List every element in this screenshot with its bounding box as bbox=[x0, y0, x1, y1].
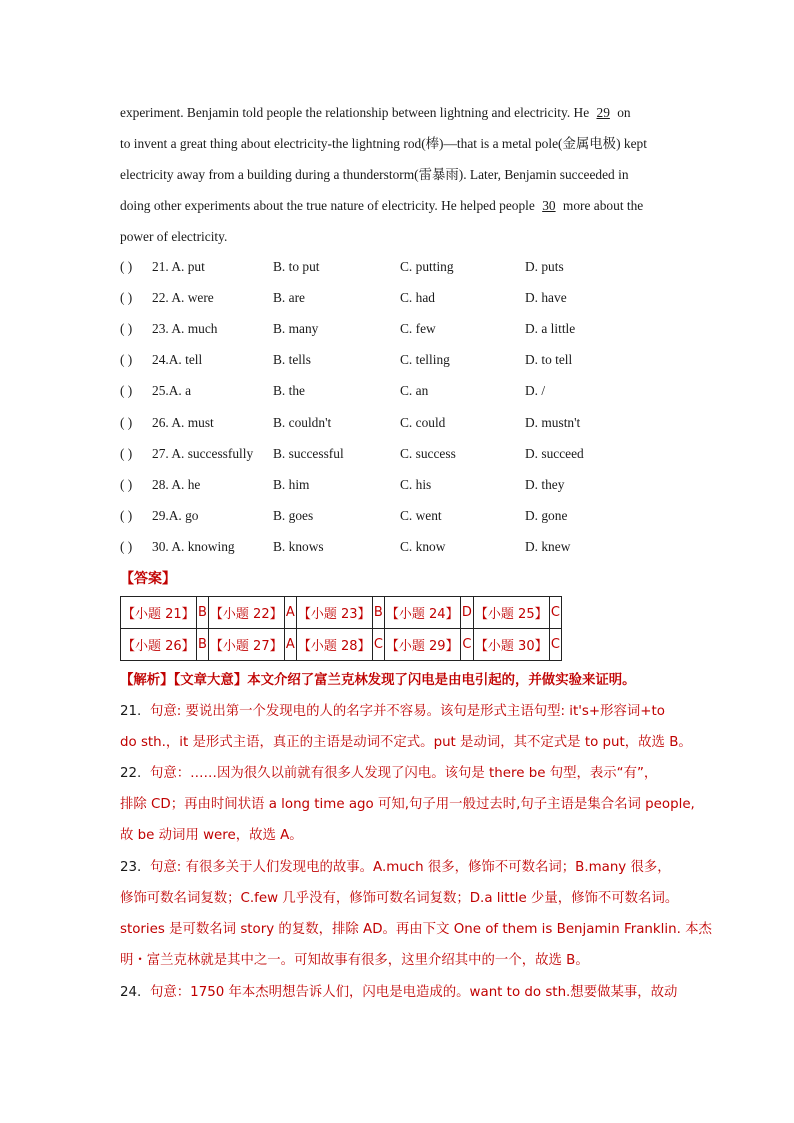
option-b: B. him bbox=[273, 477, 310, 492]
answer-cell-label: 【小题 30】 bbox=[473, 629, 549, 661]
answer-heading: 【答案】 bbox=[120, 571, 176, 587]
analysis-line: stories 是可数名词 story 的复数，排除 AD。再由下文 One of them is Benjamin Franklin. 本杰 bbox=[120, 922, 712, 937]
answer-paren: ( ) bbox=[120, 290, 133, 305]
option-c: C. went bbox=[400, 508, 442, 523]
answer-paren: ( ) bbox=[120, 477, 133, 492]
analysis-item-22 bbox=[120, 762, 685, 786]
option-d: D. puts bbox=[525, 259, 564, 274]
option-c: C. putting bbox=[400, 259, 454, 274]
analysis-header bbox=[120, 669, 685, 693]
answer-cell-label: 【小题 25】 bbox=[473, 597, 549, 629]
option-c: C. few bbox=[400, 321, 436, 336]
analysis-text: 句意: 有很多关于人们发现电的故事。A.much 很多，修饰不可数名词；B.many 很多， bbox=[150, 860, 671, 875]
answer-paren: ( ) bbox=[120, 259, 133, 274]
blank-30: 30 bbox=[542, 198, 556, 213]
passage-line bbox=[120, 97, 678, 128]
answer-paren: ( ) bbox=[120, 383, 133, 398]
option-a: 27. A. successfully bbox=[152, 446, 254, 461]
analysis-line: 修饰可数名词复数；C.few 几乎没有，修饰可数名词复数；D.a little 少量，修饰不可数名词。 bbox=[120, 891, 679, 906]
analysis-header-text: 【解析】【文章大意】本文介绍了富兰克林发现了闪电是由电引起的，并做实验来证明。 bbox=[120, 673, 636, 688]
analysis-item-23 bbox=[120, 856, 685, 880]
answer-table bbox=[120, 596, 562, 661]
answer-cell-label: 【小题 26】 bbox=[121, 629, 197, 661]
option-d: D. gone bbox=[525, 508, 568, 523]
option-a: 29.A. go bbox=[152, 508, 199, 523]
blank-29: 29 bbox=[596, 105, 610, 120]
option-c: C. could bbox=[400, 415, 446, 430]
passage-text: more about the bbox=[559, 198, 644, 213]
option-a: 22. A. were bbox=[152, 290, 214, 305]
answer-cell-value: B bbox=[197, 629, 209, 661]
option-d: D. succeed bbox=[525, 446, 584, 461]
passage-line: electricity away from a building during a thunderstorm(雷暴雨). Later, Benjamin succeeded in bbox=[120, 167, 629, 182]
analysis-item-24 bbox=[120, 981, 685, 1005]
analysis-line: do sth.，it 是形式主语，真正的主语是动词不定式。put 是动词，其不定式是 to put，故选 B。 bbox=[120, 735, 692, 750]
option-b: B. are bbox=[273, 290, 305, 305]
option-a: 25.A. a bbox=[152, 383, 192, 398]
analysis-item-21 bbox=[120, 700, 685, 724]
passage-line: power of electricity. bbox=[120, 229, 228, 244]
answer-cell-value: B bbox=[197, 597, 209, 629]
answer-cell-label: 【小题 21】 bbox=[121, 597, 197, 629]
answer-paren: ( ) bbox=[120, 508, 133, 523]
answer-cell-value: C bbox=[372, 629, 384, 661]
option-b: B. to put bbox=[273, 259, 320, 274]
answer-cell-label: 【小题 23】 bbox=[296, 597, 372, 629]
answer-cell-value: C bbox=[460, 629, 473, 661]
answer-cell-label: 【小题 27】 bbox=[208, 629, 284, 661]
option-d: D. knew bbox=[525, 539, 571, 554]
option-d: D. a little bbox=[525, 321, 576, 336]
item-number: 22. bbox=[120, 766, 142, 781]
option-b: B. successful bbox=[273, 446, 344, 461]
answer-cell-label: 【小题 24】 bbox=[384, 597, 460, 629]
option-b: B. goes bbox=[273, 508, 314, 523]
answer-table-row bbox=[121, 629, 562, 661]
option-c: C. his bbox=[400, 477, 432, 492]
answer-table-row bbox=[121, 597, 562, 629]
answer-paren: ( ) bbox=[120, 539, 133, 554]
answer-paren: ( ) bbox=[120, 446, 133, 461]
option-b: B. knows bbox=[273, 539, 324, 554]
item-number: 24. bbox=[120, 985, 142, 1000]
option-b: B. many bbox=[273, 321, 319, 336]
answer-cell-value: C bbox=[549, 597, 561, 629]
option-a: 23. A. much bbox=[152, 321, 218, 336]
option-b: B. couldn't bbox=[273, 415, 332, 430]
answer-cell-value: A bbox=[284, 629, 296, 661]
analysis-text: 句意：……因为很久以前就有很多人发现了闪电。该句是 there be 句型，表示“有”， bbox=[150, 766, 658, 781]
option-c: C. an bbox=[400, 383, 429, 398]
answer-cell-label: 【小题 28】 bbox=[296, 629, 372, 661]
option-c: C. telling bbox=[400, 352, 450, 367]
option-b: B. tells bbox=[273, 352, 311, 367]
item-number: 21. bbox=[120, 704, 142, 719]
answer-paren: ( ) bbox=[120, 352, 133, 367]
option-a: 26. A. must bbox=[152, 415, 214, 430]
option-c: C. had bbox=[400, 290, 435, 305]
option-c: C. success bbox=[400, 446, 456, 461]
option-a: 30. A. knowing bbox=[152, 539, 235, 554]
analysis-line: 排除 CD；再由时间状语 a long time ago 可知,句子用一般过去时,句子主语是集合名词 people, bbox=[120, 797, 695, 812]
passage-text: experiment. Benjamin told people the relationship between lightning and electricity. He bbox=[120, 105, 593, 120]
answer-cell-value: A bbox=[284, 597, 296, 629]
passage-line: to invent a great thing about electricity-the lightning rod(棒)—that is a metal pole(金属电极) kept bbox=[120, 136, 647, 151]
option-c: C. know bbox=[400, 539, 446, 554]
option-a: 28. A. he bbox=[152, 477, 201, 492]
answer-paren: ( ) bbox=[120, 415, 133, 430]
answer-cell-value: B bbox=[372, 597, 384, 629]
option-d: D. have bbox=[525, 290, 567, 305]
option-a: 24.A. tell bbox=[152, 352, 203, 367]
option-d: D. / bbox=[525, 383, 546, 398]
option-d: D. mustn't bbox=[525, 415, 581, 430]
analysis-line: 故 be 动词用 were，故选 A。 bbox=[120, 828, 303, 843]
item-number: 23. bbox=[120, 860, 142, 875]
option-d: D. to tell bbox=[525, 352, 573, 367]
answer-cell-value: D bbox=[460, 597, 473, 629]
analysis-line: 明・富兰克林就是其中之一。可知故事有很多，这里介绍其中的一个，故选 B。 bbox=[120, 953, 589, 968]
option-d: D. they bbox=[525, 477, 565, 492]
option-a: 21. A. put bbox=[152, 259, 205, 274]
passage-line bbox=[120, 190, 678, 221]
reading-passage bbox=[120, 97, 678, 252]
answer-cell-label: 【小题 22】 bbox=[208, 597, 284, 629]
answer-cell-label: 【小题 29】 bbox=[384, 629, 460, 661]
passage-text: doing other experiments about the true nature of electricity. He helped people bbox=[120, 198, 539, 213]
option-b: B. the bbox=[273, 383, 305, 398]
analysis-text: 句意: 要说出第一个发现电的人的名字并不容易。该句是形式主语句型: it's+形容词+to bbox=[150, 704, 665, 719]
answer-cell-value: C bbox=[549, 629, 561, 661]
analysis-text: 句意：1750 年本杰明想告诉人们，闪电是电造成的。want to do sth.想要做某事，故动 bbox=[150, 985, 678, 1000]
passage-text: on bbox=[613, 105, 631, 120]
answer-paren: ( ) bbox=[120, 321, 133, 336]
